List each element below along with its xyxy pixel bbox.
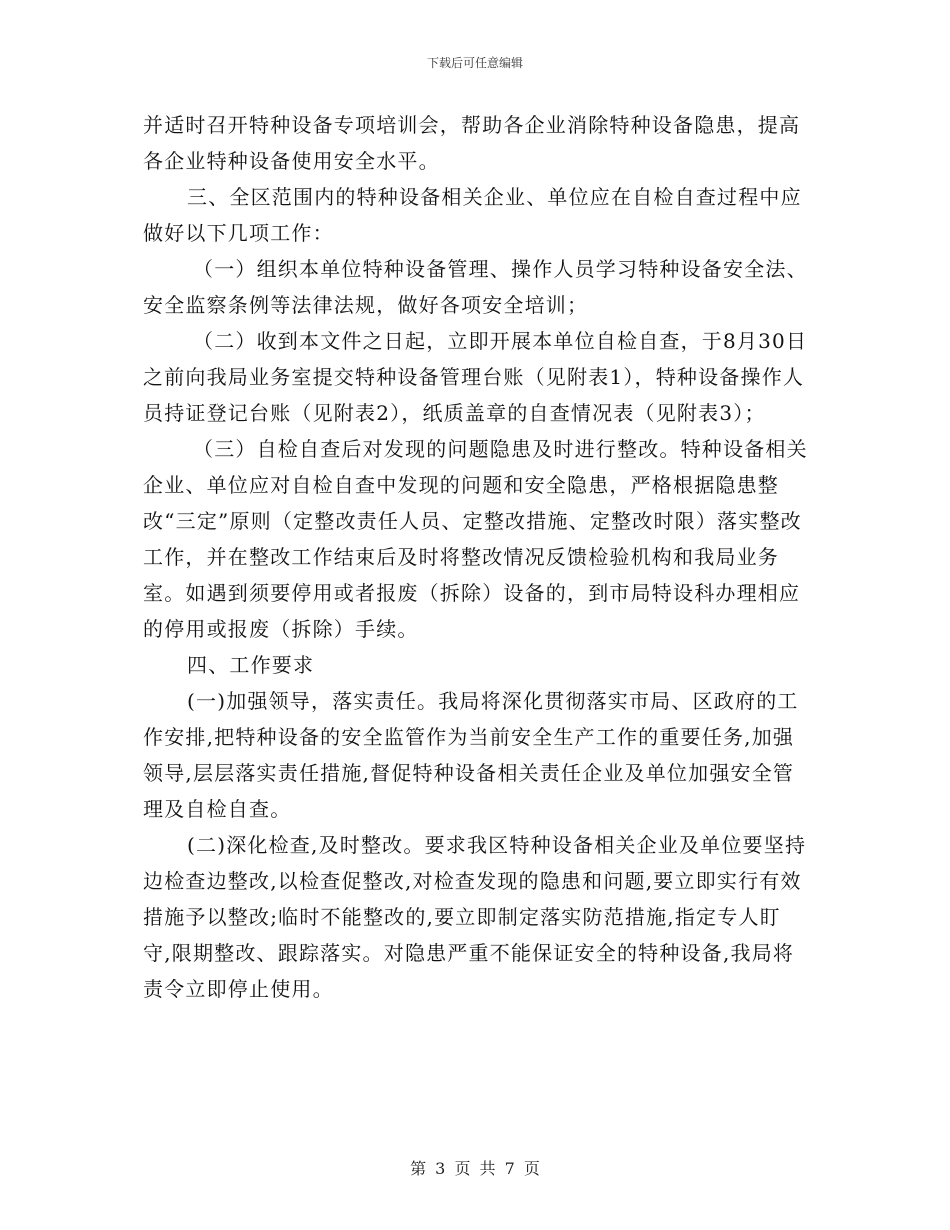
document-body: [143, 107, 808, 1007]
page-footer: 第 3 页 共 7 页: [410, 1159, 540, 1178]
paragraph-1: 并适时召开特种设备专项培训会，帮助各企业消除特种设备隐患，提高各企业特种设备使用安全水平。: [143, 113, 801, 173]
section-heading-4: 四、工作要求: [187, 653, 315, 677]
page-header: 下载后可任意编辑: [426, 56, 523, 70]
paragraph-2: 三、全区范围内的特种设备相关企业、单位应在自检自查过程中应做好以下几项工作：: [143, 185, 802, 245]
paragraph-8: (二)深化检查,及时整改。要求我区特种设备相关企业及单位要坚持边检查边整改,以检查促整改,对检查发现的隐患和问题,要立即实行有效措施予以整改;临时不能整改的,要立即制定落实防范措施,指定专人盯守,限期整改、跟踪落实。对隐患严重不能保证安全的特种设备,我局将责令立即停止使用。: [143, 833, 807, 1001]
paragraph-7: (一)加强领导，落实责任。我局将深化贯彻落实市局、区政府的工作安排,把特种设备的安全监管作为当前安全生产工作的重要任务,加强领导,层层落实责任措施,督促特种设备相关责任企业及单位加强安全管理及自检自查。: [143, 689, 799, 821]
paragraph-5: （三）自检自查后对发现的问题隐患及时进行整改。特种设备相关企业、单位应对自检自查中发现的问题和安全隐患，严格根据隐患整改“三定”原则（定整改责任人员、定整改措施、定整改时限）落实整改工作，并在整改工作结束后及时将整改情况反馈检验机构和我局业务室。如遇到须要停用或者报废（拆除）设备的，到市局特设科办理相应的停用或报废（拆除）手续。: [143, 437, 808, 641]
paragraph-4: （二）收到本文件之日起，立即开展本单位自检自查，于8月30日之前向我局业务室提交特种设备管理台账（见附表1），特种设备操作人员持证登记台账（见附表2），纸质盖章的自查情况表（见附表3）；: [143, 329, 808, 425]
paragraph-3: （一）组织本单位特种设备管理、操作人员学习特种设备安全法、安全监察条例等法律法规，做好各项安全培训；: [143, 257, 808, 317]
